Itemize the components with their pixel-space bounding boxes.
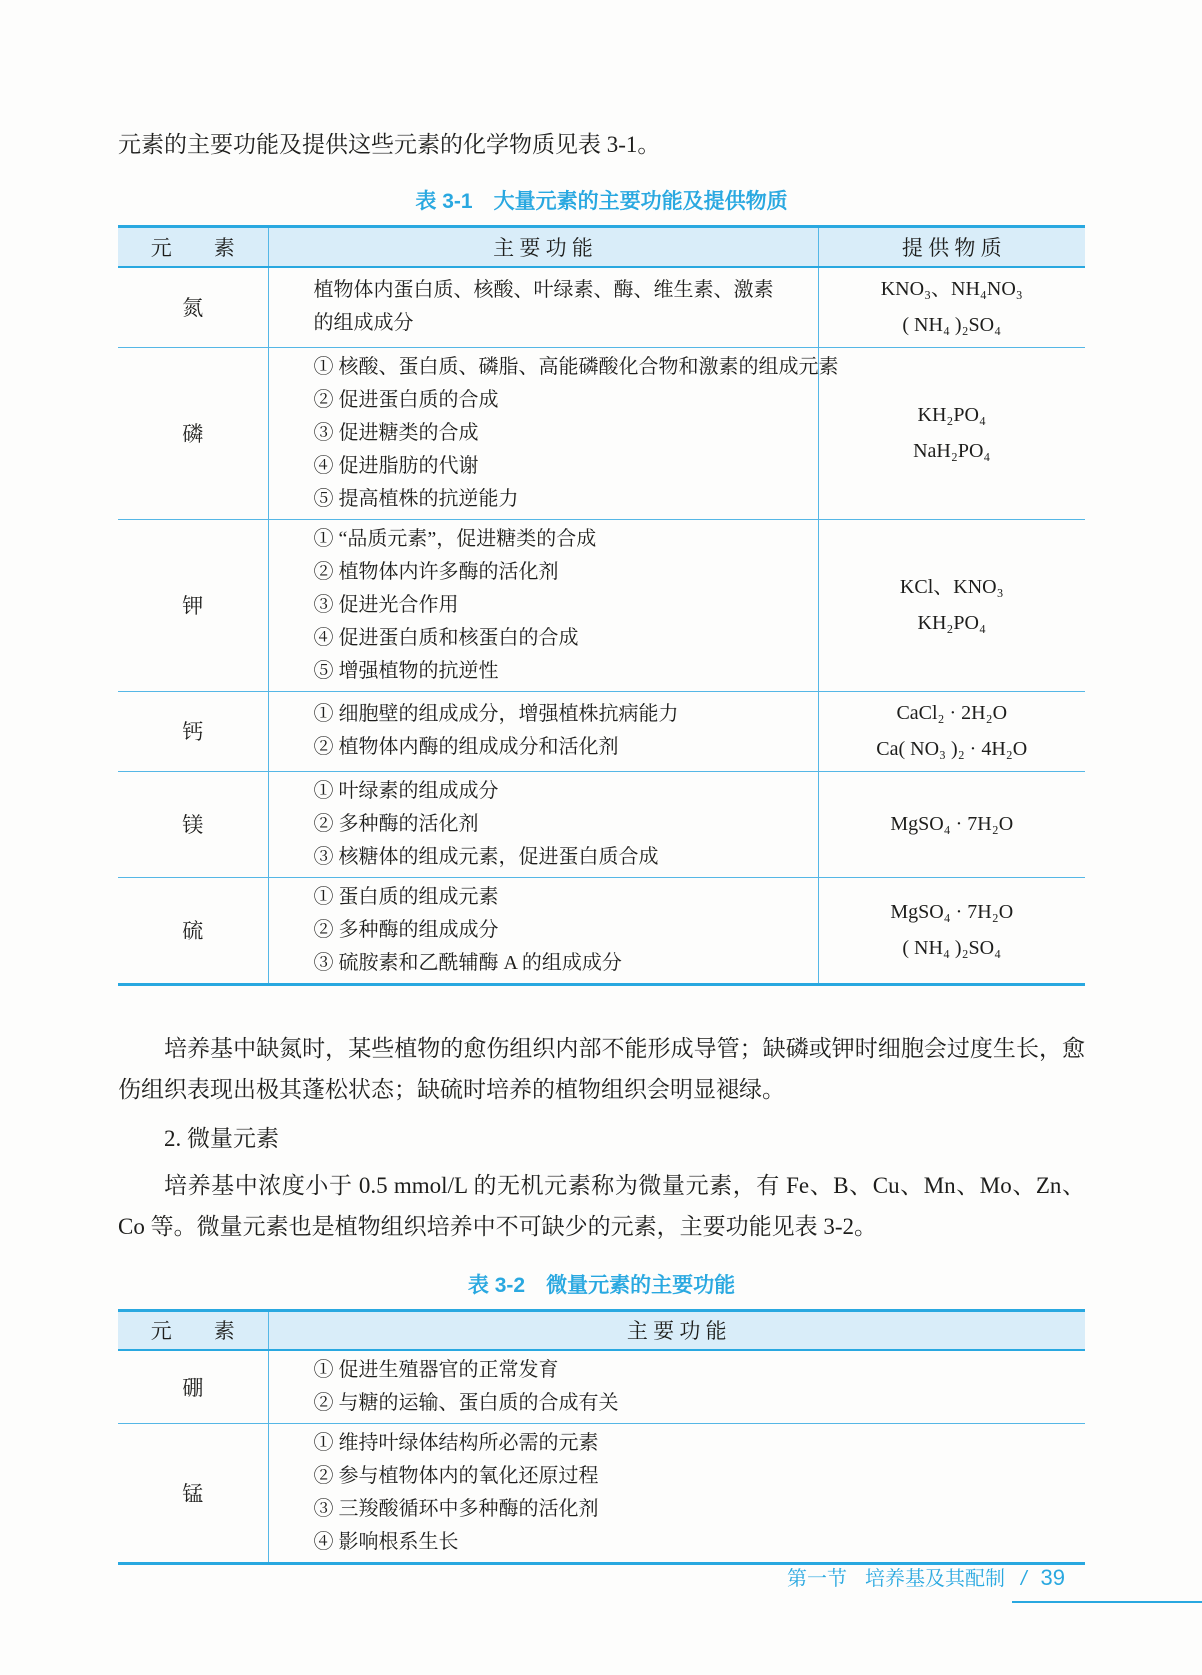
function-cell	[268, 347, 839, 519]
chemical-formula: Ca( NO₃ )₂ · 4H₂O	[876, 737, 1028, 760]
table-3-1	[118, 225, 1085, 986]
table2-title: 表 3-2 微量元素的主要功能	[467, 1273, 736, 1297]
function-item: ② 多种酶的组成成分	[313, 918, 499, 941]
table-row-manganese	[118, 1424, 1085, 1564]
function-item: ④ 促进蛋白质和核蛋白的合成	[313, 626, 579, 649]
chemical-formula: NaH₂PO₄	[913, 439, 991, 462]
function-cell	[268, 1424, 1085, 1564]
substance-cell	[818, 267, 1085, 348]
element-name: 钙	[118, 691, 268, 771]
substance-cell	[818, 347, 1085, 519]
function-item: ④ 影响根系生长	[313, 1531, 459, 1553]
function-item: ① 核酸、蛋白质、磷脂、高能磷酸化合物和激素的组成元素	[313, 355, 839, 378]
subsection-heading: 2. 微量元素	[164, 1125, 279, 1151]
table-row-potassium	[118, 519, 1085, 691]
function-item: ① 叶绿素的组成成分	[313, 779, 499, 802]
table1-title: 表 3-1 大量元素的主要功能及提供物质	[415, 190, 788, 213]
function-item: ③ 核糖体的组成元素，促进蛋白质合成	[313, 845, 659, 868]
table2-header-row	[118, 1310, 1085, 1350]
element-name: 镁	[118, 771, 268, 877]
function-cell	[268, 519, 818, 691]
substance-cell	[818, 877, 1085, 984]
function-cell	[268, 771, 818, 877]
function-item: ① 维持叶绿体结构所必需的元素	[313, 1432, 599, 1454]
table-3-2	[118, 1309, 1085, 1566]
table2-header-function: 主 要 功 能	[268, 1310, 1085, 1350]
function-item: ② 多种酶的活化剂	[313, 812, 479, 835]
table-row-boron	[118, 1350, 1085, 1424]
function-item: ① “品质元素”，促进糖类的合成	[313, 527, 597, 550]
element-name: 钾	[118, 519, 268, 691]
function-item: ① 蛋白质的组成元素	[313, 885, 499, 908]
function-item: ① 促进生殖器官的正常发育	[313, 1359, 559, 1381]
function-cell	[268, 267, 818, 348]
function-cell	[268, 877, 818, 984]
footer-section-title: 培养基及其配制	[864, 1568, 1005, 1590]
function-cell	[268, 1350, 1085, 1424]
element-name: 磷	[118, 347, 268, 519]
function-item: ③ 促进光合作用	[313, 593, 459, 616]
chemical-formula: CaCl₂ · 2H₂O	[896, 701, 1008, 724]
paragraph-trace-elements: 培养基中浓度小于 0.5 mmol/L 的无机元素称为微量元素，有 Fe、B、Cu、Mn、Mo、Zn、Co 等。微量元素也是植物组织培养中不可缺少的元素，主要功能见表 3-2。	[118, 1172, 1085, 1239]
table-row-phosphorus	[118, 347, 1085, 519]
function-item: ③ 三羧酸循环中多种酶的活化剂	[313, 1498, 599, 1520]
element-name: 硫	[118, 877, 268, 984]
function-item: ③ 促进糖类的合成	[313, 421, 479, 444]
substance-cell	[818, 691, 1085, 771]
element-name: 锰	[118, 1424, 268, 1564]
function-item: ① 细胞壁的组成成分，增强植株抗病能力	[313, 703, 679, 725]
chemical-formula: MgSO₄ · 7H₂O	[890, 812, 1014, 835]
substance-cell	[818, 519, 1085, 691]
function-item: ② 与糖的运输、蛋白质的合成有关	[313, 1392, 619, 1414]
function-item: ② 参与植物体内的氧化还原过程	[313, 1465, 599, 1487]
chemical-formula: ( NH₄ )₂SO₄	[902, 936, 1002, 959]
footer-section-label: 第一节	[786, 1568, 847, 1590]
table-row-nitrogen	[118, 267, 1085, 348]
function-item: ④ 促进脂肪的代谢	[313, 454, 479, 477]
table-row-sulfur	[118, 877, 1085, 984]
page-number: 39	[1040, 1565, 1065, 1590]
table1-header-row	[118, 227, 1085, 267]
chemical-formula: KH₂PO₄	[917, 611, 986, 634]
table-row-magnesium	[118, 771, 1085, 877]
chemical-formula: MgSO₄ · 7H₂O	[890, 900, 1014, 923]
table-row-calcium	[118, 691, 1085, 771]
chemical-formula: KCl、KNO₃	[899, 575, 1004, 598]
function-item: ⑤ 增强植物的抗逆性	[313, 659, 499, 682]
function-item: 植物体内蛋白质、核酸、叶绿素、酶、维生素、激素的组成成分	[313, 279, 774, 334]
element-name: 硼	[182, 1376, 204, 1400]
chemical-formula: ( NH₄ )₂SO₄	[902, 313, 1002, 336]
table1-header-function: 主 要 功 能	[268, 227, 818, 267]
function-item: ② 促进蛋白质的合成	[313, 388, 499, 411]
function-item: ⑤ 提高植株的抗逆能力	[313, 487, 519, 510]
intro-paragraph: 元素的主要功能及提供这些元素的化学物质见表 3-1。	[118, 132, 661, 157]
footer-underline	[1012, 1601, 1202, 1603]
function-item: ② 植物体内许多酶的活化剂	[313, 560, 559, 583]
function-cell	[268, 691, 818, 771]
element-name: 氮	[182, 296, 204, 320]
table1-header-substance: 提 供 物 质	[818, 227, 1085, 267]
table2-header-element: 元 素	[118, 1310, 268, 1350]
chemical-formula: KNO₃、NH₄NO₃	[880, 277, 1023, 300]
page-footer	[787, 1563, 1065, 1594]
table1-header-element: 元 素	[118, 227, 268, 267]
function-item: ② 植物体内酶的组成成分和活化剂	[313, 736, 619, 758]
footer-separator: /	[1020, 1568, 1027, 1590]
chemical-formula: KH₂PO₄	[917, 403, 986, 426]
function-item: ③ 硫胺素和乙酰辅酶 A 的组成成分	[313, 951, 622, 974]
paragraph-deficiency: 培养基中缺氮时，某些植物的愈伤组织内部不能形成导管；缺磷或钾时细胞会过度生长，愈伤组织表现出极其蓬松状态；缺硫时培养的植物组织会明显褪绿。	[118, 1035, 1085, 1102]
substance-cell	[818, 771, 1085, 877]
